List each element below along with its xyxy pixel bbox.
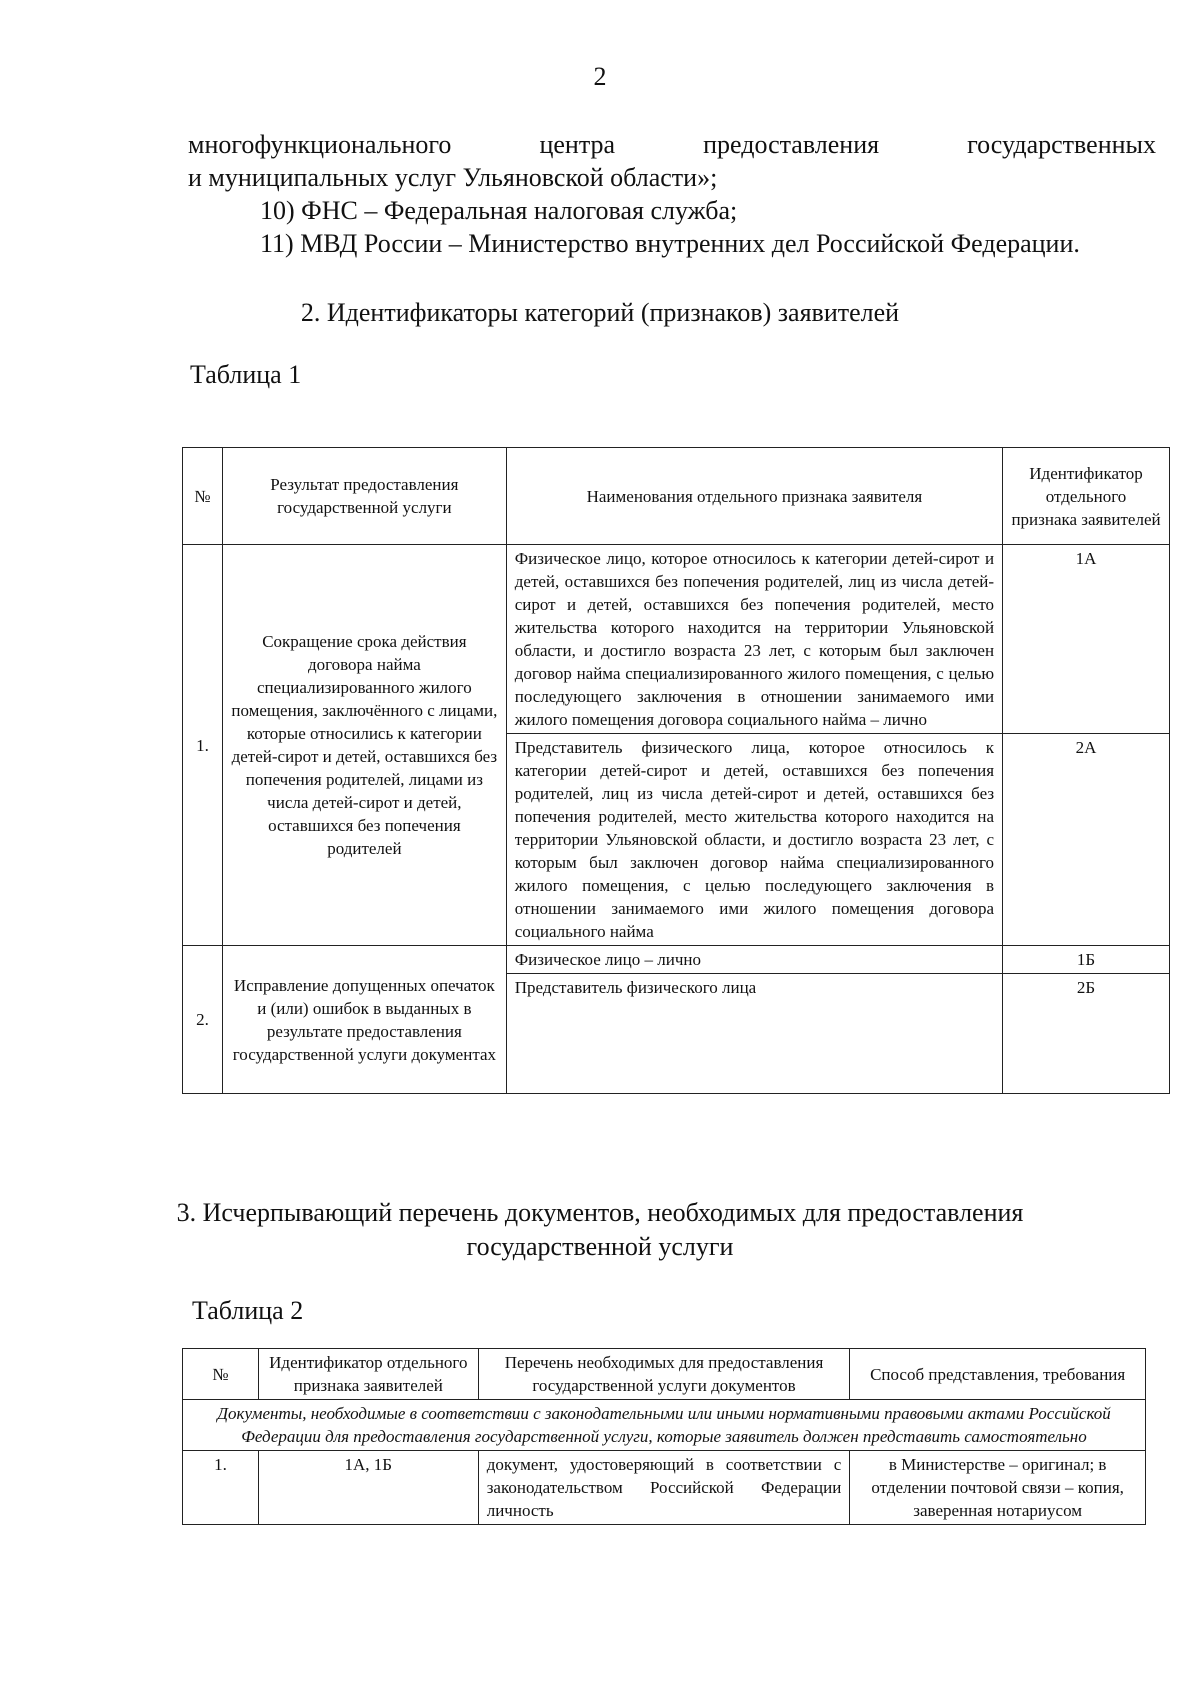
table-row	[183, 545, 1170, 734]
section-2-heading: 2. Идентификаторы категорий (признаков) заявителей	[300, 298, 900, 327]
t2-row-1-num: 1.	[183, 1451, 259, 1525]
row-1b-feature: Физическое лицо – лично	[506, 946, 1002, 974]
table-1-header-feature: Наименования отдельного признака заявителя	[506, 448, 1002, 545]
list-item-10: 10) ФНС – Федеральная налоговая служба;	[260, 196, 738, 225]
row-2b-feature: Представитель физического лица	[506, 974, 1002, 1094]
list-item-11: 11) МВД России – Министерство внутренних дел Российской Федерации.	[260, 229, 1080, 258]
row-1-num: 1.	[183, 545, 223, 946]
table-2-header-row	[183, 1349, 1146, 1400]
table-row	[183, 1451, 1146, 1525]
table-1-header-num: №	[183, 448, 223, 545]
table-1	[182, 447, 1170, 1094]
row-1a-id: 1А	[1003, 545, 1170, 734]
intro-line-2: и муниципальных услуг Ульяновской области»;	[188, 163, 718, 192]
page-number: 2	[593, 62, 607, 91]
table-1-header-id: Идентификатор отдельного признака заявителей	[1003, 448, 1170, 545]
row-2a-id: 2А	[1003, 734, 1170, 946]
row-1b-id: 1Б	[1003, 946, 1170, 974]
t2-row-1-ids: 1А, 1Б	[258, 1451, 478, 1525]
section-3-heading-line-1: 3. Исчерпывающий перечень документов, необходимых для предоставления	[176, 1198, 1024, 1227]
table-2-header-method: Способ представления, требования	[850, 1349, 1146, 1400]
intro-line-1: многофункционального центра предоставления государственных	[188, 130, 1156, 159]
table-row	[183, 946, 1170, 974]
row-2-num: 2.	[183, 946, 223, 1094]
row-1-result: Сокращение срока действия договора найма специализированного жилого помещения, заключённого с лицами, которые относились к категории детей-сирот и детей, оставшихся без попечения родителей, лицами из числа детей-сирот и детей, оставшихся без попечения родителей	[222, 545, 506, 946]
row-2b-id: 2Б	[1003, 974, 1170, 1094]
section-3-heading-line-2: государственной услуги	[466, 1232, 734, 1261]
table-1-header-result: Результат предоставления государственной услуги	[222, 448, 506, 545]
group-row-text: Документы, необходимые в соответствии с законодательными или иными нормативными правовыми актами Российской Федерации для предоставления государственной услуги, которые заявитель должен представить самостоятельно	[183, 1400, 1146, 1451]
table-2-header-id: Идентификатор отдельного признака заявителей	[258, 1349, 478, 1400]
row-2a-feature: Представитель физического лица, которое относилось к категории детей-сирот и детей, оставшихся без попечения родителей, лиц из числа детей-сирот и детей, оставшихся без попечения родителей, место жительства которого находится на территории Ульяновской области, и достигло возраста 23 лет, с которым был заключен договор найма специализированного жилого помещения, с целью последующего заключения в отношении занимаемого ими жилого помещения договора социального найма	[506, 734, 1002, 946]
table-2	[182, 1348, 1146, 1525]
table-1-header-row	[183, 448, 1170, 545]
table-2-header-docs: Перечень необходимых для предоставления государственной услуги документов	[478, 1349, 850, 1400]
section-3-heading	[0, 1196, 1200, 1264]
t2-row-1-doc: документ, удостоверяющий в соответствии с законодательством Российской Федерации личность	[478, 1451, 850, 1525]
table-2-group-row	[183, 1400, 1146, 1451]
table-2-header-num: №	[183, 1349, 259, 1400]
table-2-caption: Таблица 2	[192, 1296, 304, 1325]
table-1-caption: Таблица 1	[190, 360, 302, 389]
t2-row-1-method: в Министерстве – оригинал; в отделении почтовой связи – копия, заверенная нотариусом	[850, 1451, 1146, 1525]
intro-text	[188, 128, 1156, 260]
row-1a-feature: Физическое лицо, которое относилось к категории детей-сирот и детей, оставшихся без попечения родителей, лиц из числа детей-сирот и детей, оставшихся без попечения родителей, место жительства которого находится на территории Ульяновской области, и достигло возраста 23 лет, с которым был заключен договор найма специализированного жилого помещения, с целью последующего заключения в отношении занимаемого ими жилого помещения договора социального найма – лично	[506, 545, 1002, 734]
row-2-result: Исправление допущенных опечаток и (или) ошибок в выданных в результате предоставления государственной услуги документах	[222, 946, 506, 1094]
